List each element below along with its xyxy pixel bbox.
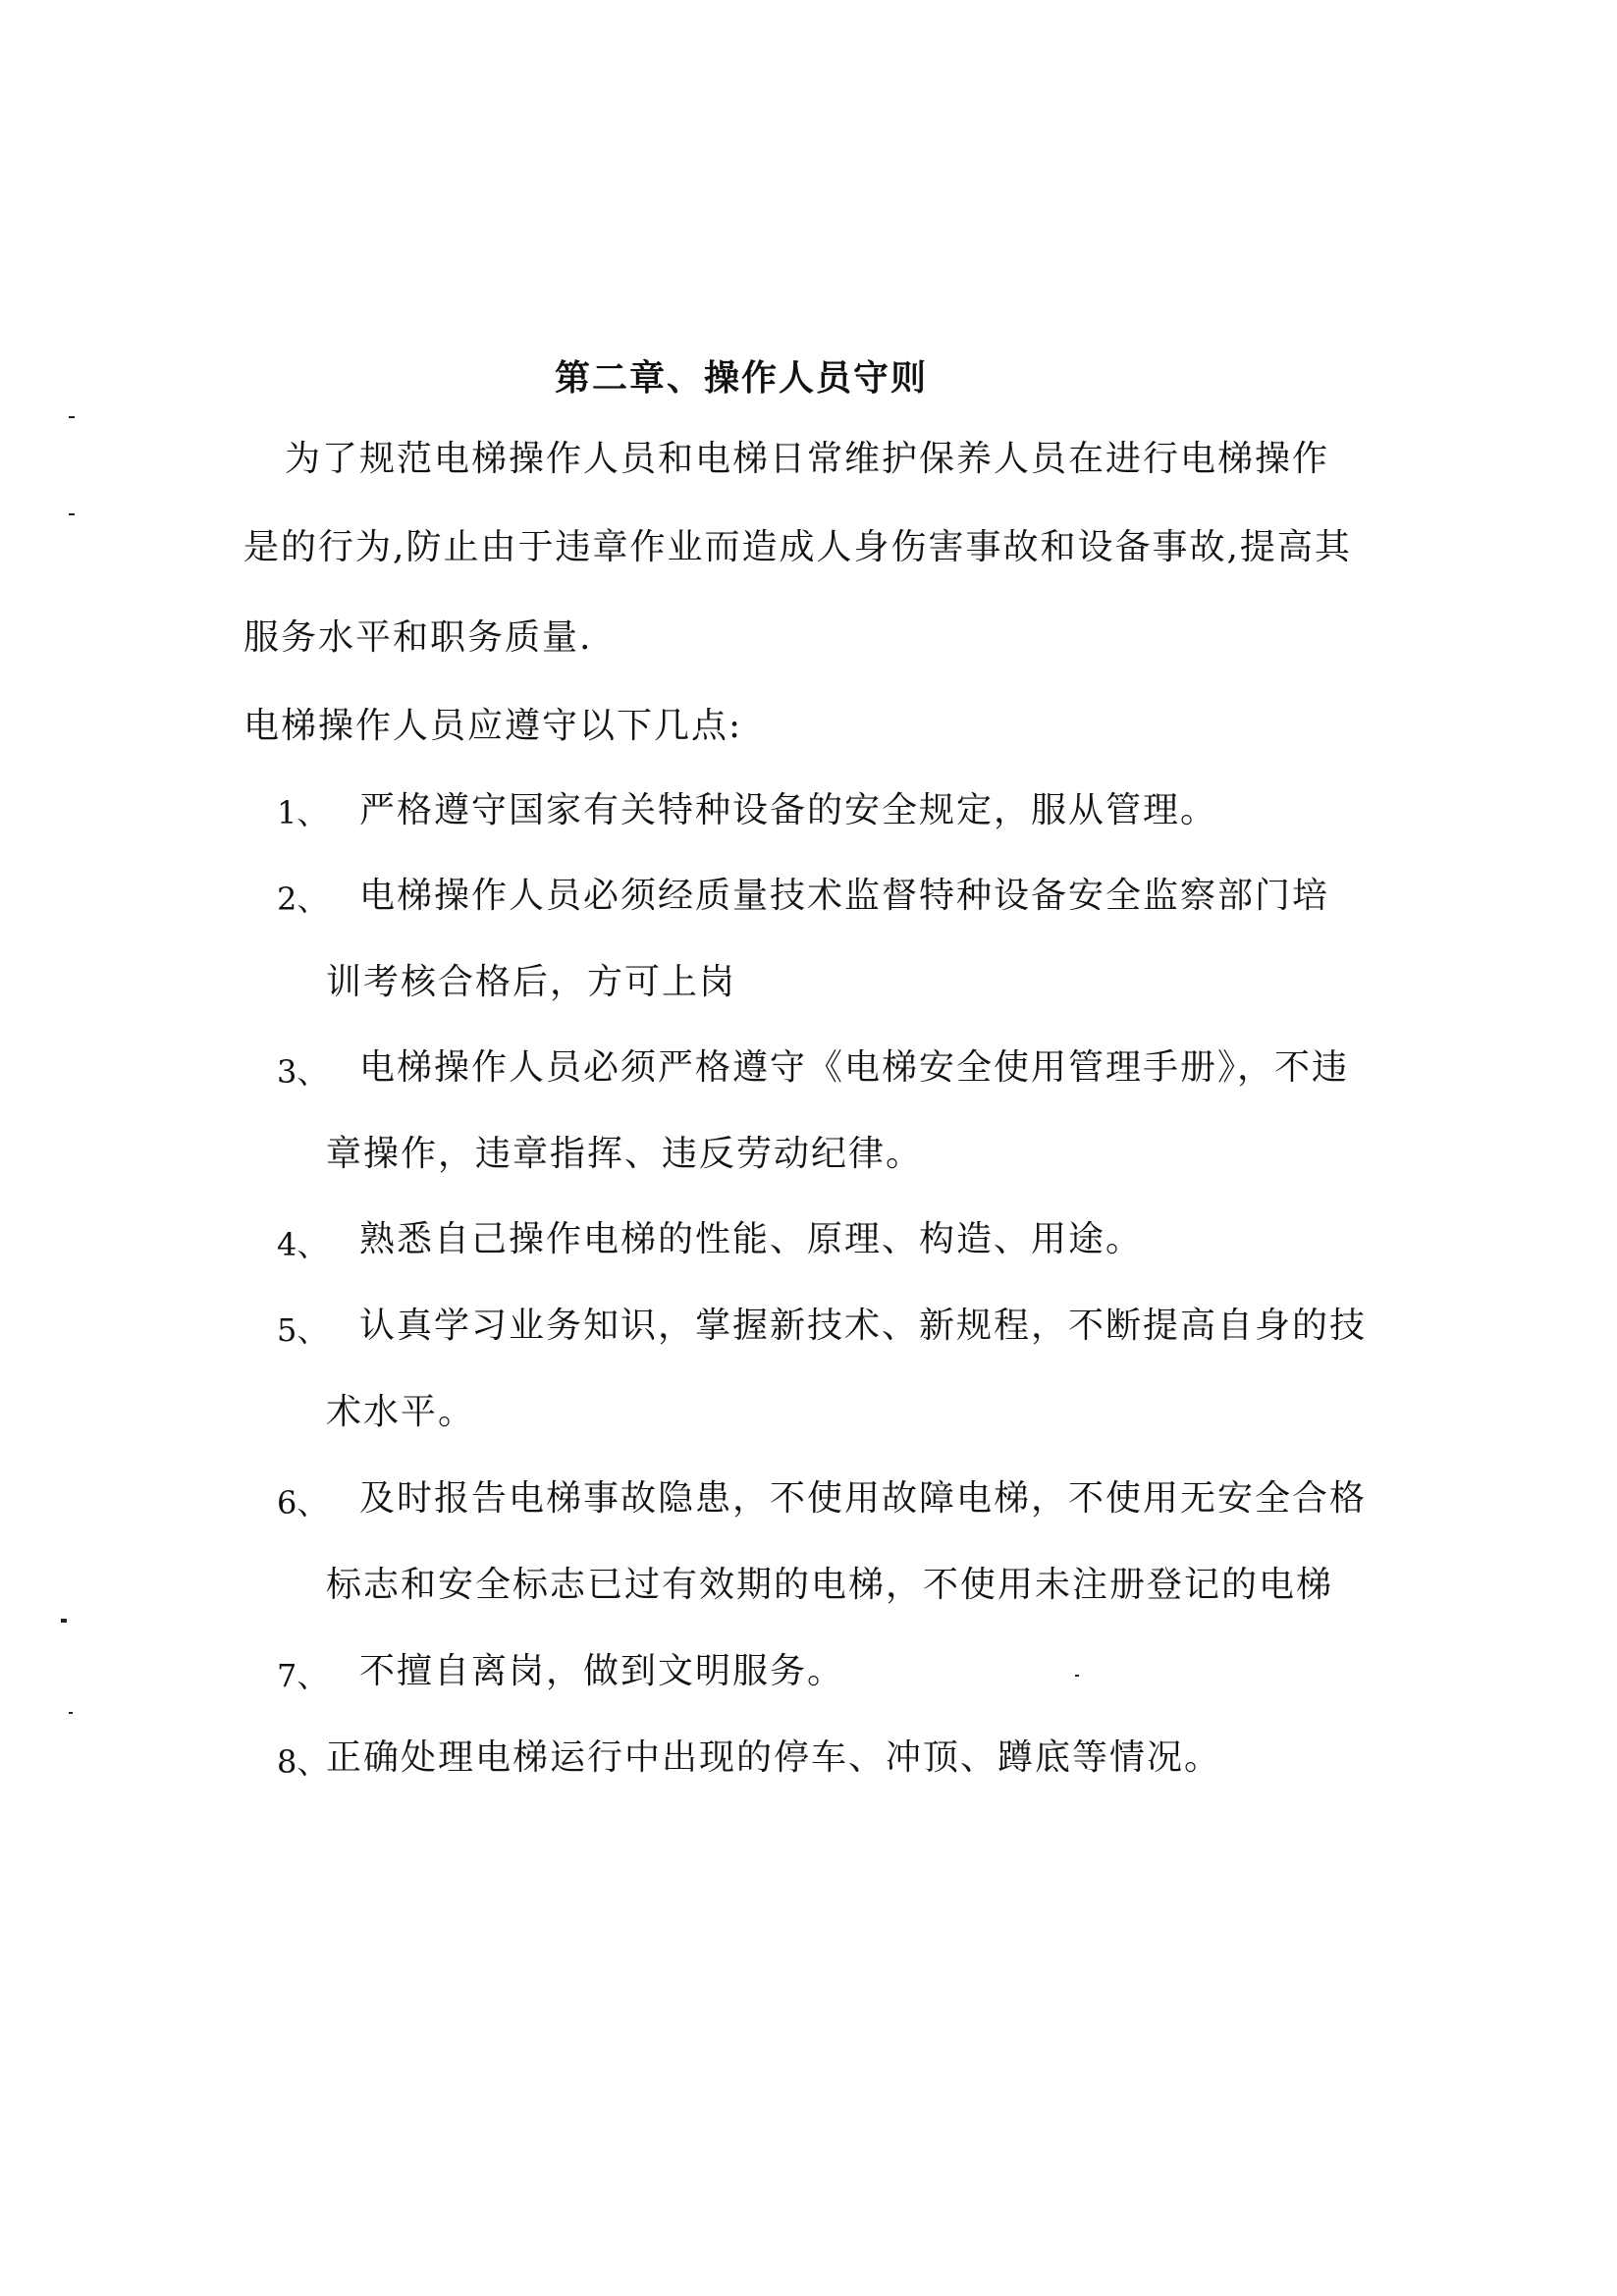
scan-mark bbox=[69, 416, 75, 418]
rule-text: 标志和安全标志已过有效期的电梯，不使用未注册登记的电梯 bbox=[326, 1565, 1334, 1605]
page-title: 第二章、操作人员守则 bbox=[555, 357, 929, 399]
rule-number: 1、 bbox=[277, 794, 329, 831]
scan-mark bbox=[61, 1619, 67, 1623]
rule-text: 正确处理电梯运行中出现的停车、冲顶、蹲底等情况。 bbox=[326, 1737, 1222, 1778]
rules-heading: 电梯操作人员应遵守以下几点: bbox=[243, 706, 743, 746]
intro-line: 为了规范电梯操作人员和电梯日常维护保养人员在进行电梯操作 bbox=[285, 439, 1330, 479]
rule-text: 严格遵守国家有关特种设备的安全规定，服从管理。 bbox=[359, 790, 1218, 830]
rule-number: 6、 bbox=[277, 1484, 329, 1522]
rule-text: 及时报告电梯事故隐患，不使用故障电梯，不使用无安全合格 bbox=[359, 1478, 1368, 1519]
intro-line: 是的行为,防止由于违章作业而造成人身伤害事故和设备事故,提高其 bbox=[243, 527, 1352, 567]
rule-number: 3、 bbox=[277, 1053, 329, 1091]
scan-mark bbox=[1075, 1675, 1079, 1677]
rule-number: 5、 bbox=[277, 1311, 329, 1349]
rule-text: 章操作，违章指挥、违反劳动纪律。 bbox=[326, 1134, 924, 1174]
rule-text: 术水平。 bbox=[326, 1392, 476, 1432]
rule-number: 7、 bbox=[277, 1657, 329, 1694]
rule-number: 4、 bbox=[277, 1226, 329, 1263]
rule-text: 熟悉自己操作电梯的性能、原理、构造、用途。 bbox=[359, 1219, 1144, 1259]
rule-text: 认真学习业务知识，掌握新技术、新规程，不断提高自身的技 bbox=[359, 1306, 1368, 1346]
rule-text: 训考核合格后，方可上岗 bbox=[326, 962, 737, 1002]
rule-number: 8、 bbox=[277, 1743, 329, 1781]
scan-mark bbox=[69, 1712, 73, 1714]
rule-text: 不擅自离岗，做到文明服务。 bbox=[359, 1651, 845, 1691]
rule-text: 电梯操作人员必须经质量技术监督特种设备安全监察部门培 bbox=[359, 876, 1330, 916]
rule-number: 2、 bbox=[277, 881, 329, 918]
intro-line: 服务水平和职务质量. bbox=[243, 617, 593, 658]
scan-mark bbox=[69, 513, 75, 515]
rule-text: 电梯操作人员必须严格遵守《电梯安全使用管理手册》，不违 bbox=[359, 1047, 1350, 1088]
